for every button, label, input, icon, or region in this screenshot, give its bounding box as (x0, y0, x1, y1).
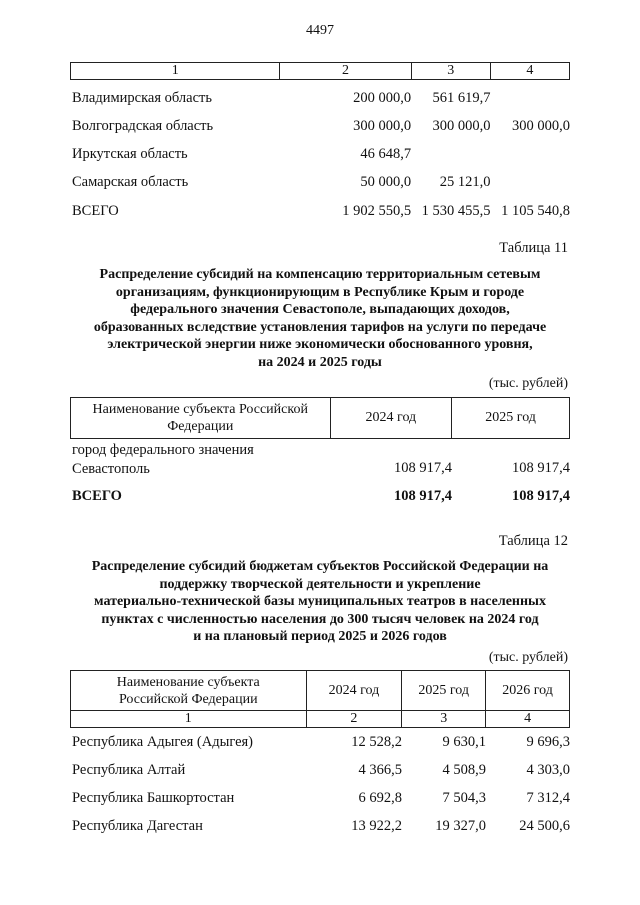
header-subject (71, 671, 307, 711)
table10-body (72, 84, 570, 226)
table11-header (70, 397, 570, 439)
title-line: федерального значения Севастополе, выпадающих доходов, (130, 302, 510, 318)
value-2024: 108 917,4 (394, 460, 452, 476)
header-line: Наименование субъекта (116, 674, 260, 690)
title-line: на 2024 и 2025 годы (258, 354, 382, 370)
value-2026: 300 000,0 (512, 117, 570, 134)
table12-units: (тыс. рублей) (488, 650, 568, 665)
title-line: пунктах с численностью населения до 300 тысяч человек на 2024 год (101, 611, 539, 627)
table12-column-numbers (71, 711, 570, 728)
header-line: Наименование субъекта Российской (92, 402, 308, 417)
value-2025: 4 508,9 (442, 761, 486, 778)
page-number: 4497 (306, 23, 334, 38)
value-2024: 4 366,5 (358, 761, 402, 778)
region-name: Республика Дагестан (72, 817, 203, 834)
region-name: город федерального значения (72, 442, 254, 458)
table12-header (70, 670, 570, 728)
total-2025: 1 530 455,5 (421, 202, 491, 219)
header-2025: 2025 год (452, 398, 570, 439)
value-2026: 4 303,0 (526, 761, 570, 778)
header-2024: 2024 год (306, 671, 402, 711)
region-name: Иркутская область (72, 145, 188, 162)
value-2025: 9 630,1 (442, 733, 486, 750)
value-2026 (491, 140, 570, 168)
region-name: Волгоградская область (72, 117, 214, 134)
total-2024: 108 917,4 (394, 488, 452, 504)
table-row (72, 84, 570, 112)
total-2025: 108 917,4 (512, 488, 570, 504)
value-2024: 13 922,2 (351, 817, 402, 834)
table12-number: Таблица 12 (498, 533, 568, 549)
table-row (72, 728, 570, 756)
total-2026: 1 105 540,8 (501, 202, 570, 219)
region-name: Республика Башкортостан (72, 789, 235, 806)
table11-units: (тыс. рублей) (488, 376, 568, 391)
value-2025: 561 619,7 (432, 89, 491, 106)
column-number: 4 (486, 711, 570, 728)
title-line: образованных вследствие установления тарифов на услуги по передаче (93, 319, 547, 335)
header-line: Федерации (167, 419, 234, 434)
table12-body (72, 728, 570, 840)
title-line: Распределение субсидий на компенсацию территориальным сетевым (99, 267, 541, 282)
table10-column-numbers (71, 63, 570, 80)
region-name: Самарская область (72, 173, 189, 190)
table-row (72, 140, 570, 168)
title-line: поддержку творческой деятельности и укрепление (159, 576, 481, 592)
value-2026: 24 500,6 (519, 817, 570, 834)
column-number: 1 (71, 63, 280, 80)
header-2024: 2024 год (330, 398, 452, 439)
table-row (72, 112, 570, 140)
column-number: 3 (411, 63, 490, 80)
total-2024: 1 902 550,5 (342, 202, 412, 219)
value-2025: 7 504,3 (442, 789, 486, 806)
column-number: 2 (280, 63, 411, 80)
table12-title (70, 558, 570, 646)
table-row (72, 756, 570, 784)
value-2026: 7 312,4 (526, 789, 570, 806)
header-2025: 2025 год (402, 671, 486, 711)
value-2026 (491, 168, 570, 196)
value-2025: 19 327,0 (435, 817, 486, 834)
table-row (72, 784, 570, 812)
region-name: Республика Алтай (72, 761, 186, 778)
region-name: Севастополь (72, 461, 150, 477)
title-line: материально-технической базы муниципальных театров в населенных (94, 594, 546, 610)
value-2025: 25 121,0 (439, 173, 491, 190)
value-2024: 300 000,0 (353, 117, 412, 134)
value-2026 (491, 84, 570, 112)
title-line: организациям, функционирующим в Республике Крым и городе (115, 284, 525, 300)
value-2024: 50 000,0 (360, 173, 412, 190)
table11-header-row (71, 398, 570, 439)
header-2026: 2026 год (486, 671, 570, 711)
title-line: и на плановый период 2025 и 2026 годов (193, 629, 447, 645)
column-number: 1 (71, 711, 307, 728)
column-number: 2 (306, 711, 402, 728)
value-2025: 108 917,4 (512, 460, 570, 476)
value-2024: 6 692,8 (358, 789, 402, 806)
region-name: Республика Адыгея (Адыгея) (72, 733, 254, 750)
region-name: Владимирская область (72, 89, 212, 106)
value-2024: 46 648,7 (360, 145, 412, 162)
table12-header-row (71, 671, 570, 711)
value-2024: 12 528,2 (351, 733, 402, 750)
table11-title (70, 266, 570, 372)
column-number: 3 (402, 711, 486, 728)
title-line: электрической энергии ниже экономически обоснованного уровня, (107, 337, 533, 353)
table-row (72, 812, 570, 840)
total-label: ВСЕГО (72, 488, 122, 504)
value-2025: 300 000,0 (432, 117, 491, 134)
title-line: Распределение субсидий бюджетам субъектов Российской Федерации на (91, 559, 549, 574)
total-label: ВСЕГО (72, 202, 119, 219)
value-2024: 200 000,0 (353, 89, 412, 106)
table10 (70, 62, 570, 80)
column-number: 4 (490, 63, 569, 80)
total-row (72, 196, 570, 226)
value-2026: 9 696,3 (526, 733, 570, 750)
table-row (72, 168, 570, 196)
header-subject (71, 398, 331, 439)
value-2025 (411, 140, 490, 168)
header-line: Российской Федерации (118, 691, 258, 707)
table11-number: Таблица 11 (499, 240, 568, 256)
